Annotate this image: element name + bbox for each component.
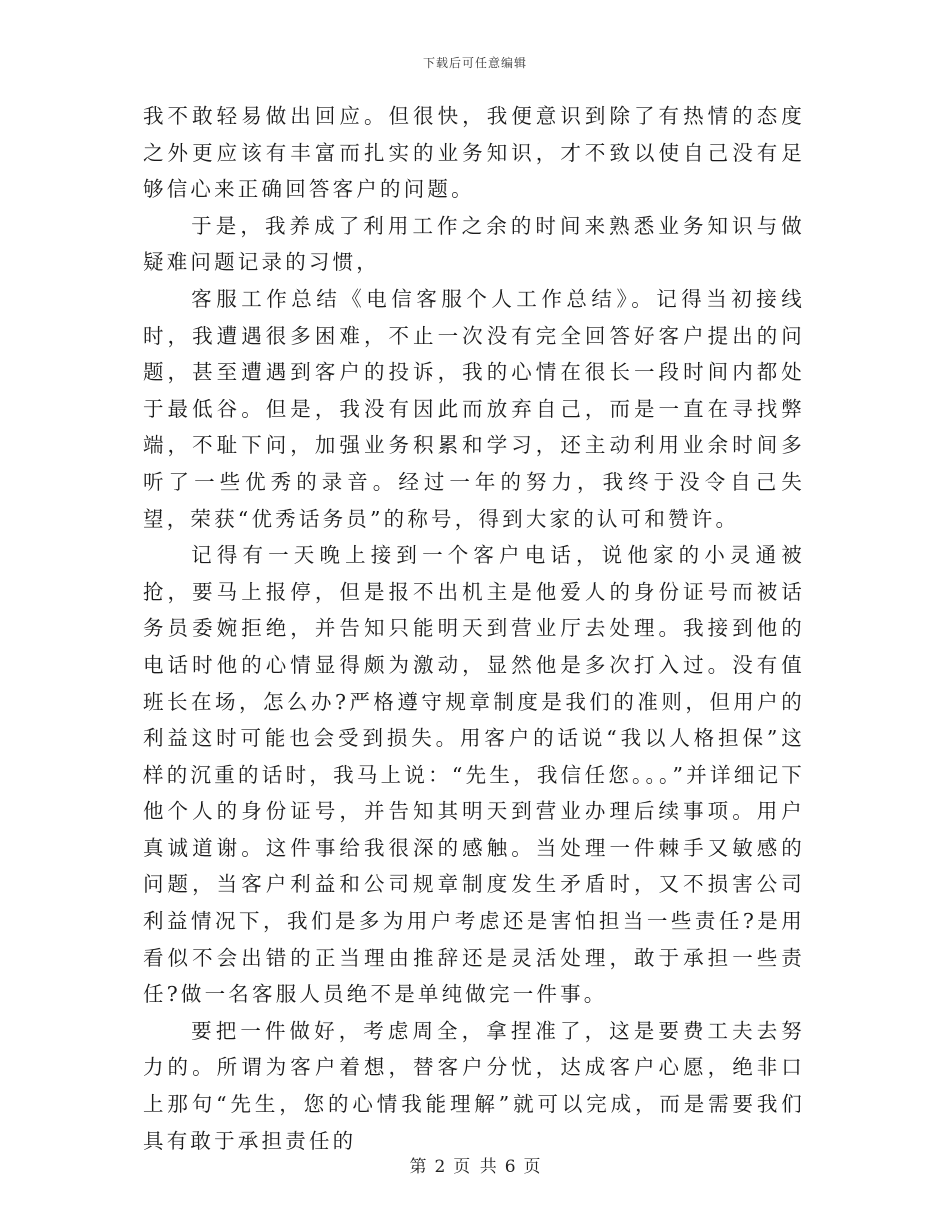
page-header: 下载后可任意编辑 — [422, 56, 527, 70]
page-footer-middle: 页 共 — [453, 1157, 497, 1177]
paragraph: 记得有一天晚上接到一个客户电话，说他家的小灵通被抢，要马上报停，但是报不出机主是他爱人的身份证号而被话务员委婉拒绝，并告知只能明天到营业厅去处理。我接到他的电话时他的心情显得颇为激动，显然他是多次打入过。没有值班长在场，怎么办?严格遵守规章制度是我们的准则，但用户的利益这时可能也会受到损失。用客户的话说“我以人格担保”这样的沉重的话时，我马上说：“先生，我信任您。。。”并详细记下他个人的身份证号，并告知其明天到营业办理后续事项。用户真诚道谢。这件事给我很深的感触。当处理一件棘手又敏感的问题，当客户利益和公司规章制度发生矛盾时，又不损害公司利益情况下，我们是多为用户考虑还是害怕担当一些责任?是用看似不会出错的正当理由推辞还是灵活处理，敢于承担一些责任?做一名客服人员绝不是单纯做完一件事。 — [143, 543, 805, 1007]
paragraph: 我不敢轻易做出回应。但很快，我便意识到除了有热情的态度之外更应该有丰富而扎实的业务知识，才不致以使自己没有足够信心来正确回答客户的问题。 — [143, 104, 805, 202]
page-footer — [0, 1152, 950, 1177]
paragraph: 于是，我养成了利用工作之余的时间来熟悉业务知识与做疑难问题记录的习惯， — [143, 213, 805, 275]
page-footer-suffix: 页 — [523, 1157, 541, 1177]
total-pages-number: 6 — [504, 1157, 516, 1177]
paragraph: 要把一件做好，考虑周全，拿捏准了，这是要费工夫去努力的。所谓为客户着想，替客户分忧，达成客户心愿，绝非口上那句“先生，您的心情我能理解”就可以完成，而是需要我们具有敢于承担责任的 — [143, 1018, 805, 1153]
current-page-number: 2 — [434, 1157, 446, 1177]
document-body — [143, 98, 805, 1159]
paragraph: 客服工作总结《电信客服个人工作总结》。记得当初接线时，我遭遇很多困难，不止一次没有完全回答好客户提出的问题，甚至遭遇到客户的投诉，我的心情在很长一段时间内都处于最低谷。但是，我没有因此而放弃自己，而是一直在寻找弊端，不耻下问，加强业务积累和学习，还主动利用业余时间多听了一些优秀的录音。经过一年的努力，我终于没令自己失望，荣获“优秀话务员”的称号，得到大家的认可和赞许。 — [143, 286, 805, 531]
page-footer-prefix: 第 — [409, 1157, 427, 1177]
